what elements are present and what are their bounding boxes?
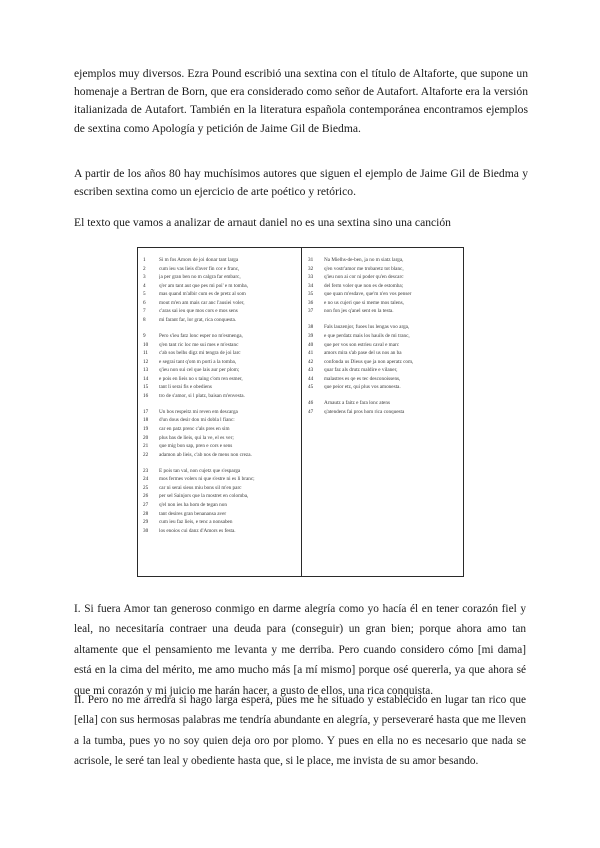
line-number: 38: [308, 324, 314, 331]
line-text: amors mira s'ab pase del us nos an ba: [324, 350, 402, 357]
line-number: 45: [308, 384, 314, 391]
line-text: mas quand m'albir cum es de pretz al som: [159, 291, 246, 298]
line-number: 9: [143, 332, 146, 339]
line-text: que peior etz, qui plus vos amonesta.: [324, 384, 401, 391]
line-number: 35: [308, 291, 314, 298]
poem-line: [308, 375, 458, 384]
poem-line: [143, 332, 299, 341]
line-text: e que perdatz mais los hauils de mi tranc,: [324, 332, 410, 339]
poem-line: [143, 475, 299, 484]
poem-line: [143, 425, 299, 434]
intro-paragraph-text-to-analyze: El texto que vamos a analizar de arnaut daniel no es una sextina sino una canción: [74, 216, 451, 229]
line-text: E pois tan val, non cujetz que s'esparga: [159, 467, 241, 474]
line-number: 33: [308, 274, 314, 281]
line-text: q'atendens fai pros hom rica conquesta: [324, 408, 405, 415]
line-number: 23: [143, 467, 149, 474]
line-number: 43: [308, 367, 314, 374]
poem-line: [308, 358, 458, 367]
line-number: 26: [143, 493, 149, 500]
line-number: 44: [308, 375, 314, 382]
line-text: car en patz prenc c'als pres en sim: [159, 426, 230, 433]
line-number: 34: [308, 282, 314, 289]
poem-line: [308, 273, 458, 282]
poem-line: [143, 467, 299, 476]
line-text: q'er am tant aut que pes mi poi' e m tomba,: [159, 282, 249, 289]
line-number: 30: [143, 527, 149, 534]
poem-line: [143, 484, 299, 493]
line-text: del ferm voler que non es de estomba;: [324, 282, 404, 289]
line-number: 1: [143, 257, 146, 263]
line-text: Un bos respeitz mi reven em descarga: [159, 408, 238, 415]
line-text: Na Mielhs-de-ben, ja no m siatz larga,: [324, 257, 404, 263]
line-text: Fals lauzenjor, fuoes lus lengas voo arga,: [324, 324, 410, 331]
poem-line: [308, 265, 458, 274]
poem-line: [143, 434, 299, 443]
line-text: cum ieu vas lieis d'aver fin cor e franc,: [159, 265, 240, 272]
line-number: 46: [308, 400, 314, 407]
line-number: 8: [143, 316, 146, 323]
poem-line: [308, 399, 458, 408]
poem-line: [308, 349, 458, 358]
line-number: 40: [308, 341, 314, 348]
poem-line: [143, 408, 299, 417]
line-text: d'un dous desir don mi dobla l fianc:: [159, 417, 235, 424]
line-number: 6: [143, 299, 146, 306]
poem-line: [308, 408, 458, 417]
line-number: 22: [143, 451, 149, 458]
intro-paragraph-eighties-authors: A partir de los años 80 hay muchísimos autores que siguen el ejemplo de Jaime Gil de Biedma y escriben sextina como un ejercicio de arte poético y retórico.: [74, 167, 528, 199]
line-number: 4: [143, 282, 146, 289]
poem-line: [308, 341, 458, 350]
line-text: que quan m'esdave, que'm n'en vos penser: [324, 291, 412, 298]
line-number: 13: [143, 367, 149, 374]
poem-line: [143, 501, 299, 510]
line-text: q'el non ies ha hom de tegan non: [159, 502, 227, 508]
poem-line: [143, 273, 299, 282]
poem-line: [143, 383, 299, 392]
poem-line: [143, 527, 299, 536]
line-number: 7: [143, 308, 146, 315]
poem-stanza: [308, 256, 458, 316]
line-text: tant li serai fis e obediens: [159, 384, 212, 391]
line-text: tro de s'amor, si l platz, baisan m'envesta.: [159, 392, 245, 399]
poem-line: [143, 416, 299, 425]
line-number: 47: [308, 408, 314, 415]
poem-stanza: [143, 332, 299, 400]
line-number: 11: [143, 350, 148, 357]
line-text: mi farant far, lor grat, rica conquesta.: [159, 316, 237, 323]
intro-paragraph-sextina-examples: ejemplos muy diversos. Ezra Pound escribió una sextina con el título de Altaforte, que supone un homenaje a Bertran de Born, que era considerado como señor de Autafort. Altaforte era la versión italianizada de Autafort. También en la literatura española contemporánea encontramos ejemplos de sextina como Apología y petición de Jaime Gil de Biedma.: [74, 67, 528, 135]
poem-line: [143, 341, 299, 350]
poem-line: [143, 451, 299, 460]
line-number: 21: [143, 443, 149, 450]
poem-stanza: [308, 399, 458, 416]
poem-line: [143, 282, 299, 291]
line-number: 5: [143, 291, 146, 298]
poem-line: [143, 299, 299, 308]
line-number: 20: [143, 434, 149, 441]
line-text: car ni serai sieus miu bons sil m'en parc: [159, 484, 242, 491]
poem-line: [143, 290, 299, 299]
line-text: mout m'en am mais car anc l'ausiei voler,: [159, 299, 245, 306]
line-text: c'ab sos belhs digz mi tengra de joi larc: [159, 350, 241, 357]
poem-stanza: [143, 408, 299, 459]
line-number: 27: [143, 502, 149, 508]
line-text: per sel Sainjors que la mostret en colomba,: [159, 493, 249, 500]
line-number: 14: [143, 375, 149, 382]
line-number: 2: [143, 265, 146, 272]
line-text: plus bas de lieis, qui la ve, el es ver;: [159, 434, 234, 441]
line-text: mos fermes volers ni que s'estre ni es li branc;: [159, 476, 255, 483]
line-text: q'en vostr'amor me trobaretz tot blanc,: [324, 265, 404, 272]
poem-column-left: [143, 256, 299, 543]
poem-line: [143, 510, 299, 519]
line-number: 31: [308, 257, 314, 263]
line-number: 3: [143, 274, 146, 281]
poem-line: [143, 316, 299, 325]
line-text: los enoios cui danz d'Amors es festa.: [159, 527, 236, 534]
line-number: 16: [143, 392, 149, 399]
line-number: 39: [308, 332, 314, 339]
poem-line: [143, 307, 299, 316]
poem-line: [308, 332, 458, 341]
poem-line: [143, 366, 299, 375]
poem-stanza: [143, 467, 299, 535]
line-number: 24: [143, 476, 149, 483]
line-text: q'ieu non ai cor ni poder qu'en descarc: [324, 274, 404, 281]
poem-figure: [137, 247, 464, 577]
line-number: 37: [308, 308, 314, 315]
line-number: 25: [143, 484, 149, 491]
line-text: malastres es qe es tec desconoissens,: [324, 375, 401, 382]
line-text: adamon ab lieis, c'ab nos de mens non creza.: [159, 451, 252, 458]
line-number: 36: [308, 299, 314, 306]
line-text: quar faz als drutz maldire e vilaner,: [324, 367, 398, 374]
line-number: 42: [308, 358, 314, 365]
line-number: 32: [308, 265, 314, 272]
line-text: non fon jes q'anel sent en la testa.: [324, 308, 394, 315]
column-divider: [301, 248, 302, 576]
line-number: 41: [308, 350, 314, 357]
line-text: e pois en lieis no s taing c'om ren esmer,: [159, 375, 243, 382]
line-number: 29: [143, 519, 149, 526]
line-number: 19: [143, 426, 149, 433]
poem-column-right: [308, 256, 458, 424]
poem-line: [308, 366, 458, 375]
line-number: 17: [143, 408, 149, 415]
poem-line: [308, 282, 458, 291]
poem-line: [143, 358, 299, 367]
poem-line: [308, 307, 458, 316]
poem-stanza: [308, 323, 458, 391]
poem-line: [308, 323, 458, 332]
line-text: confonda us Dieus que ja non aperatz com,: [324, 358, 414, 365]
line-text: ja per gran ben no m calgra far embarc,: [159, 274, 241, 281]
poem-stanza: [143, 256, 299, 324]
line-text: Pero s'ieu fatz lonc esper no m'esmenga,: [159, 332, 243, 339]
poem-line: [143, 492, 299, 501]
translation-stanza-1: I. Si fuera Amor tan generoso conmigo en darme alegría como yo hacía él en tener corazón fiel y leal, no necesitaría contraer una deuda para (conseguir) un gran bien; porque ahora amo tan altamente que el pensamiento me levanta y me derriba. Pero cuando considero cómo [mi dama] está en la cima del mérito, me amo mucho más [a mí mismo] porque osé quererla, ya que ahora sé que mi corazón y mi juicio me harán hacer, a gusto de ellos, una rica conquista.: [74, 603, 526, 697]
poem-line: [143, 375, 299, 384]
line-text: que per vos son estrieu caval e marc: [324, 341, 400, 348]
line-text: tant desires gran benanansa aver: [159, 510, 227, 517]
poem-line: [308, 290, 458, 299]
poem-line: [143, 518, 299, 527]
poem-line: [143, 265, 299, 274]
line-number: 28: [143, 510, 149, 517]
line-text: e segrai tant q'om m porti a la tomba,: [159, 358, 237, 365]
line-number: 12: [143, 358, 149, 365]
poem-line: [308, 299, 458, 308]
line-text: c'aras sai ieu que mos cors e mos sens: [159, 308, 238, 315]
poem-line: [308, 383, 458, 392]
line-text: q'en tant ric loc me sui mes e m'estanc: [159, 341, 239, 348]
poem-line: [143, 256, 299, 265]
translation-stanza-2: II. Pero no me arredra si hago larga espera, pues me he situado y establecido en lugar tan rico que [ella] con sus hermosas palabras me tendría abundante en alegría, y perseveraré hasta que me lleven a la tumba, pues yo no soy quien deja oro por plomo. Y pues en ella no es necesario que nada se acrisole, le seré tan leal y obediente hasta que, si le place, me invista de su amor besando.: [74, 694, 526, 768]
poem-line: [143, 442, 299, 451]
line-text: cum ieu faz lieis, e tenc a nonsaben: [159, 519, 233, 526]
line-number: 18: [143, 417, 149, 424]
line-text: que mig bon sap, pren e cors e sens: [159, 443, 233, 450]
line-text: Arnautz a faitz e fara lonc atens: [324, 400, 390, 407]
line-number: 10: [143, 341, 149, 348]
poem-line: [143, 349, 299, 358]
line-text: e no us cujeri que si meme mos talens,: [324, 299, 404, 306]
line-text: q'ieu non sui cel que lais aur per plom;: [159, 367, 240, 374]
line-number: 15: [143, 384, 149, 391]
poem-line: [143, 392, 299, 401]
poem-line: [308, 256, 458, 265]
line-text: Si m fos Amors de joi donar tant larga: [159, 257, 239, 263]
